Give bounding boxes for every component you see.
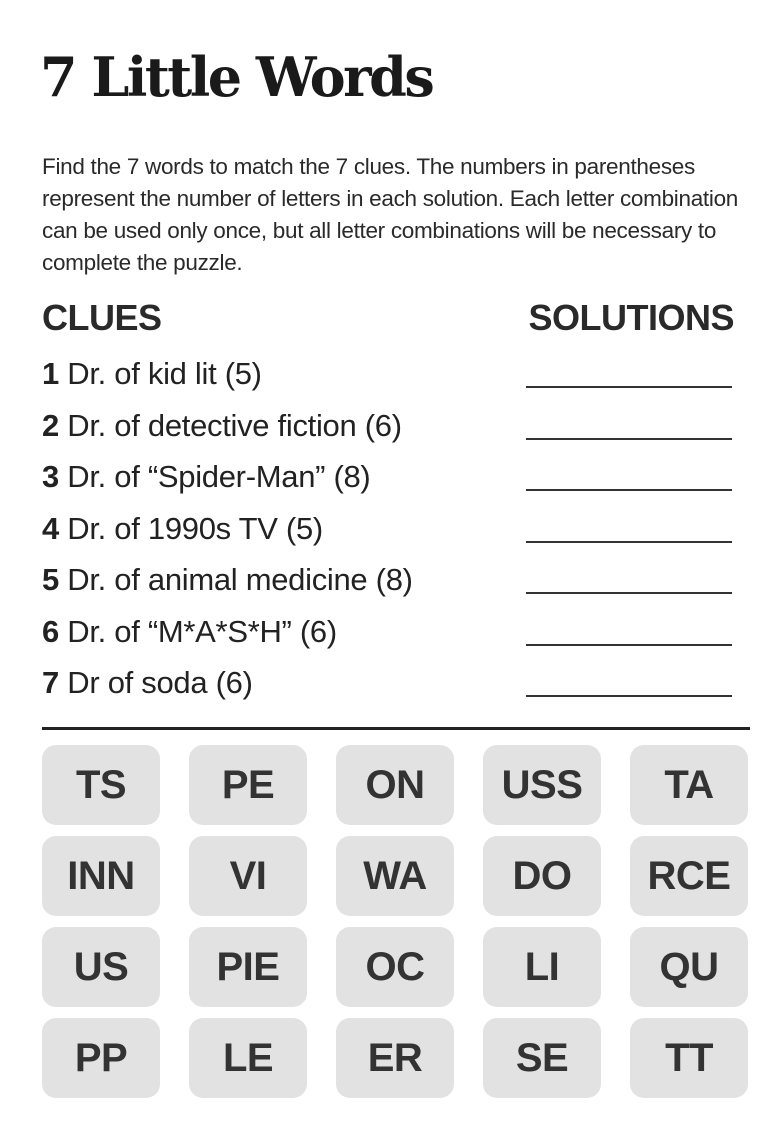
letter-tile[interactable]: VI (189, 836, 307, 916)
letter-tile[interactable]: TT (630, 1018, 748, 1098)
clue-text: Dr. of 1990s TV (5) (67, 510, 323, 546)
letter-tile[interactable]: TS (42, 745, 160, 825)
clue-row-5 (42, 554, 742, 606)
clue-text: Dr of soda (6) (67, 665, 253, 700)
letter-tile[interactable]: DO (483, 836, 601, 916)
letter-tile[interactable]: OC (336, 927, 454, 1007)
instructions-text: Find the 7 words to match the 7 clues. The numbers in parentheses represent the number of letters in each solution. Each letter combination can be used only once, but all letter combinations will be necessary to complete the puzzle. (42, 154, 739, 275)
letter-tile[interactable]: PIE (189, 927, 307, 1007)
clue-row-4 (42, 503, 742, 555)
clue-text: Dr. of “Spider-Man” (8) (67, 459, 371, 494)
solution-blank-2[interactable] (526, 438, 732, 440)
clue-number: 4 (42, 510, 59, 546)
solution-blank-5[interactable] (526, 592, 732, 594)
clue-number: 5 (42, 562, 59, 597)
section-divider (42, 727, 750, 730)
letter-tile[interactable]: USS (483, 745, 601, 825)
letter-tile[interactable]: SE (483, 1018, 601, 1098)
letter-tile[interactable]: INN (42, 836, 160, 916)
solution-blank-4[interactable] (526, 541, 732, 543)
letter-tile[interactable]: LI (483, 927, 601, 1007)
letter-tile[interactable]: ER (336, 1018, 454, 1098)
solution-blank-6[interactable] (526, 644, 732, 646)
clue-row-1 (42, 348, 742, 400)
letter-tile[interactable]: US (42, 927, 160, 1007)
clue-number: 6 (42, 613, 59, 649)
letter-tile[interactable]: ON (336, 745, 454, 825)
letter-tile[interactable]: WA (336, 836, 454, 916)
clue-list (42, 348, 742, 709)
solution-blank-1[interactable] (526, 386, 732, 388)
letter-tile[interactable]: LE (189, 1018, 307, 1098)
clue-row-3 (42, 451, 742, 503)
clue-number: 1 (42, 356, 59, 391)
clue-row-2 (42, 400, 742, 452)
clue-text: Dr. of animal medicine (8) (67, 562, 413, 597)
letter-tile[interactable]: TA (630, 745, 748, 825)
clue-row-7 (42, 657, 742, 709)
clue-number: 2 (42, 407, 59, 443)
letter-tile-grid (42, 745, 752, 1098)
solution-blank-3[interactable] (526, 489, 732, 491)
puzzle-title: 7 Little Words (40, 45, 433, 109)
clue-text: Dr. of kid lit (5) (67, 356, 262, 391)
clue-number: 3 (42, 459, 59, 494)
letter-tile[interactable]: QU (630, 927, 748, 1007)
clue-row-6 (42, 606, 742, 658)
letter-tile[interactable]: PP (42, 1018, 160, 1098)
letter-tile[interactable]: RCE (630, 836, 748, 916)
clue-text: Dr. of detective fiction (6) (67, 407, 402, 443)
clues-header: CLUES (42, 297, 162, 338)
solution-blank-7[interactable] (526, 695, 732, 697)
letter-tile[interactable]: PE (189, 745, 307, 825)
solutions-header: SOLUTIONS (528, 297, 734, 338)
clue-text: Dr. of “M*A*S*H” (6) (67, 613, 337, 649)
clue-number: 7 (42, 665, 59, 700)
